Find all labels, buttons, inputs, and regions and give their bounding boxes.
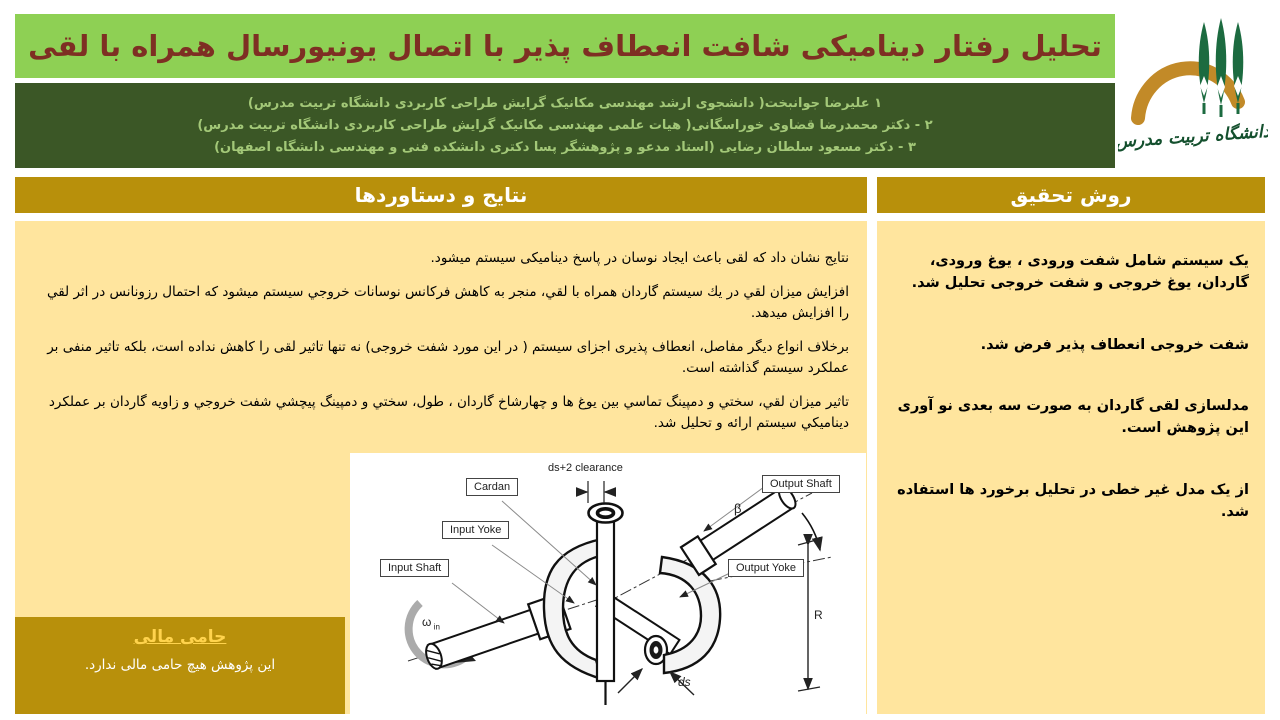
university-logo [1118, 6, 1268, 172]
sponsor-body: این پژوهش هیچ حامی مالی ندارد. [84, 657, 276, 673]
omega-in-label: ω $_{in}$ [422, 615, 441, 632]
method-header-title: روش تحقیق [1010, 183, 1132, 207]
method-paragraph-4: از یک مدل غیر خطی در تحلیل برخورد ها استفاده شد. [897, 481, 1249, 520]
poster-title-bar [15, 14, 1115, 78]
results-text [15, 221, 867, 433]
logo-wordmark: دانشگاه تربیت مدرس [1118, 121, 1268, 153]
clearance-label: ds+2 clearance [548, 462, 623, 474]
results-panel [15, 221, 867, 714]
output-yoke-label: Output Yoke [728, 559, 804, 577]
input-shaft-label: Input Shaft [380, 559, 449, 577]
ds-label: ds [678, 675, 691, 689]
poster-title: تحلیل رفتار دینامیکی شافت انعطاف پذیر با اتصال یونیورسال همراه با لقی [28, 29, 1102, 63]
results-section-header [15, 177, 867, 213]
method-paragraph-1: یک سیستم شامل شفت ورودی ، یوغ ورودی، گاردان، یوغ خروجی و شفت خروجی تحلیل شد. [911, 253, 1249, 291]
result-paragraph-1: نتایج نشان داد که لقی باعث ایجاد نوسان در پاسخ دینامیکی سیستم میشود. [430, 250, 849, 266]
cardan-label: Cardan [466, 478, 518, 496]
result-paragraph-4: تاثیر میزان لقي، سختي و دمپینگ تماسي بین یوغ ها و چهارشاخ گاردان ، طول، سختي و دمپینگ پیچشي شفت خروجي و زاویه گاردان بر عملکرد دینامیکي سیستم ارائه و تحلیل شد. [48, 393, 849, 431]
author-line-1: ۱ علیرضا جوانبخت( دانشجوی ارشد مهندسی مکانیک گرایش طراحی کاربردی دانشگاه تربیت مدرس) [247, 96, 883, 111]
radius-label: R [814, 608, 823, 622]
result-paragraph-2: افزایش میزان لقي در یك سیستم گاردان همراه با لقي، منجر به کاهش فرکانس نوسانات خروجي سیستم میشود که احتمال رزونانس در اثر لقي را افزایش میدهد. [46, 283, 849, 321]
author-line-3: ۳ - دکتر مسعود سلطان رضایی (استاد مدعو و پژوهشگر پسا دکتری دانشکده فنی و مهندسی دانشگاه اصفهان) [214, 140, 916, 155]
sponsor-title: حامی مالی [133, 627, 227, 647]
universal-joint-figure [350, 453, 866, 714]
author-line-2: ۲ - دکتر محمدرضا قضاوی خوراسگانی( هیات علمی مهندسی مکانیک گرایش طراحی کاربردی دانشگاه تربیت مدرس) [197, 118, 933, 133]
method-paragraph-2: شفت خروجی انعطاف پذیر فرض شد. [980, 336, 1249, 353]
input-yoke-label: Input Yoke [442, 521, 509, 539]
method-panel [877, 221, 1265, 714]
result-paragraph-3: برخلاف انواع دیگر مفاصل، انعطاف پذیری اجزای سیستم ( در این مورد شفت خروجی) نه تنها تاثیر لقی را کاهش نداده است، بلکه تاثیر منفی بر عملکرد سیستم گذاشته است. [47, 338, 849, 376]
university-logo-graphic [1118, 6, 1268, 172]
authors-bar [15, 83, 1115, 168]
results-header-title: نتایج و دستاوردها [354, 183, 528, 207]
sponsor-block [15, 617, 345, 714]
method-text [877, 221, 1265, 523]
output-shaft-label: Output Shaft [762, 475, 840, 493]
beta-label: β [734, 501, 742, 516]
method-section-header [877, 177, 1265, 213]
method-paragraph-3: مدلسازی لقی گاردان به صورت سه بعدی نو آوری این پژوهش است. [897, 398, 1249, 436]
